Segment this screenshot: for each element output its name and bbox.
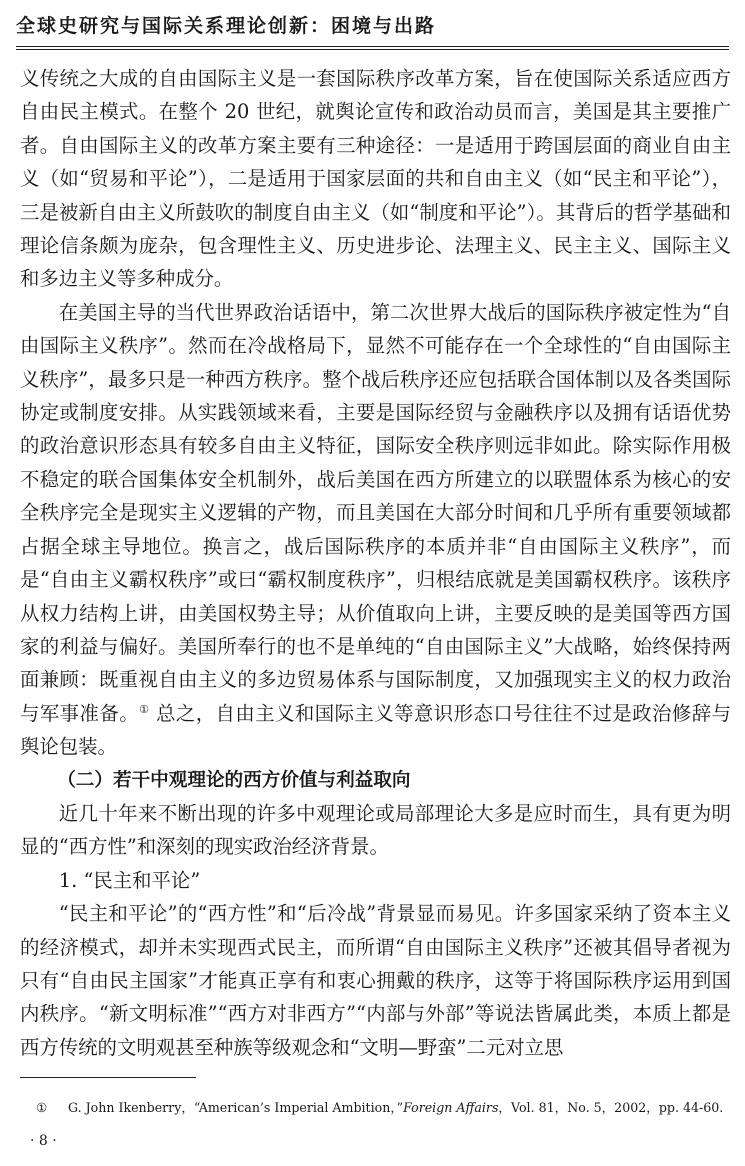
page-number: · 8 · bbox=[30, 1133, 57, 1149]
footnote bbox=[20, 1099, 731, 1117]
header-rule-thin bbox=[16, 49, 729, 50]
sub-heading-democratic-peace: 1. “民主和平论” bbox=[58, 868, 201, 892]
header-rule-thick bbox=[16, 46, 729, 47]
paragraph-continued: 义传统之大成的自由国际主义是一套国际秩序改革方案，旨在使国际关系适应西方自由民主模式。在整个 20 世纪，就舆论宣传和政治动员而言，美国是其主要推广者。自由国际主义的改革方案主要有三种途径：一是适用于跨国层面的商业自由主义（如“贸易和平论”），二是适用于国家层面的共和自由主义（如“民主和平论”），三是被新自由主义所鼓吹的制度自由主义（如“制度和平论”）。其背后的哲学基础和理论信条颇为庞杂，包含理性主义、历史进步论、法理主义、民主主义、国际主义和多边主义等多种成分。 bbox=[20, 67, 731, 291]
paragraph-liberal-order-tail: 总之，自由主义和国际主义等意识形态口号往往不过是政治修辞与舆论包装。 bbox=[20, 701, 731, 759]
running-header-title: 全球史研究与国际关系理论创新：困境与出路 bbox=[16, 15, 437, 37]
paragraph-democratic-peace: “民主和平论”的“西方性”和“后冷战”背景显而易见。许多国家采纳了资本主义的经济模式，却并未实现西式民主，而所谓“自由国际主义秩序”还被其倡导者视为只有“自由民主国家”才能真正享有和衷心拥戴的秩序，这等于将国际秩序运用到国内秩序。“新文明标准”“西方对非西方”“内部与外部”等说法皆属此类，本质上都是西方传统的文明观甚至种族等级观念和“文明—野蛮”二元对立思 bbox=[20, 902, 731, 1059]
section-heading: （二）若干中观理论的西方价值与利益取向 bbox=[57, 769, 411, 791]
footnote-reference[interactable]: ① bbox=[139, 702, 150, 716]
footnote-citation-author: G. John Ikenberry，“American’s Imperial Ambition，” bbox=[68, 1100, 404, 1115]
footnote-citation-details: ，Vol. 81，No. 5，2002，pp. 44-60. bbox=[498, 1100, 724, 1115]
footnote-journal-title: Foreign Affairs bbox=[403, 1100, 499, 1115]
body-text bbox=[20, 62, 731, 1064]
footnote-mark: ① bbox=[36, 1100, 48, 1115]
paragraph-mid-range-theories: 近几十年来不断出现的许多中观理论或局部理论大多是应时而生，具有更为明显的“西方性”和深刻的现实政治经济背景。 bbox=[20, 801, 731, 859]
paragraph-liberal-order-text: 在美国主导的当代世界政治话语中，第二次世界大战后的国际秩序被定性为“自由国际主义秩序”。然而在冷战格局下，显然不可能存在一个全球性的“自由国际主义秩序”，最多只是一种西方秩序。整个战后秩序还应包括联合国体制以及各类国际协定或制度安排。从实践领域来看，主要是国际经贸与金融秩序以及拥有话语优势的政治意识形态具有较多自由主义特征，国际安全秩序则远非如此。除实际作用极不稳定的联合国集体安全机制外，战后美国在西方所建立的以联盟体系为核心的安全秩序完全是现实主义逻辑的产物，而且美国在大部分时间和几乎所有重要领域都占据全球主导地位。换言之，战后国际秩序的本质并非“自由国际主义秩序”，而是“自由主义霸权秩序”或曰“霸权制度秩序”，归根结底就是美国霸权秩序。该秩序从权力结构上讲，由美国权势主导；从价值取向上讲，主要反映的是美国等西方国家的利益与偏好。美国所奉行的也不是单纯的“自由国际主义”大战略，始终保持两面兼顾：既重视自由主义的多边贸易体系与国际制度，又加强现实主义的权力政治与军事准备。 bbox=[20, 300, 731, 725]
paragraph-liberal-order bbox=[20, 296, 731, 764]
footnote-divider bbox=[20, 1077, 196, 1078]
